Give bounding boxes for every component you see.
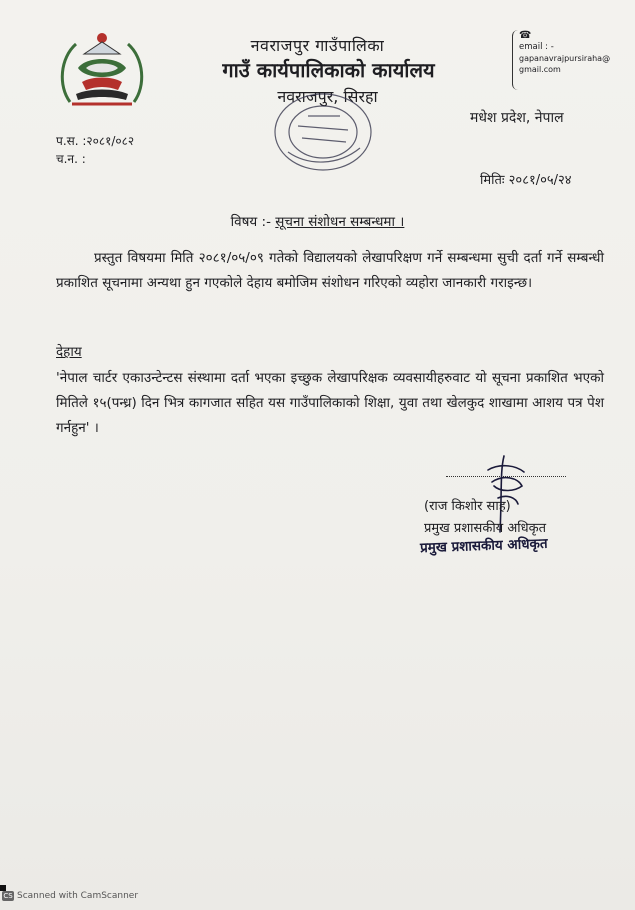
subject-text: सूचना संशोधन सम्बन्धमा ।: [275, 214, 405, 230]
office-name: नवराजपुर गाउँपालिका: [250, 36, 385, 55]
subject-line: [0, 212, 635, 230]
camscanner-logo-icon: CS: [3, 892, 13, 900]
office-stamp-icon: [268, 86, 378, 178]
office-title: गाउँ कार्यपालिकाको कार्यालय: [222, 58, 435, 82]
phone-icon: ☎: [519, 30, 532, 41]
email-address-line2: gmail.com: [519, 65, 561, 74]
email-label: email : -: [519, 42, 554, 52]
signatory-name: (राज किशोर साह): [424, 499, 511, 514]
letter-date: मितिः २०८१/०५/२४: [480, 173, 572, 188]
scanner-watermark: [2, 891, 138, 901]
body-paragraph-1: प्रस्तुत विषयमा मिति २०८१/०५/०९ गतेको विद्यालयको लेखापरिक्षण गर्ने सम्बन्धमा सुची दर्ता गर्ने सम्बन्धी प्रकाशित सूचनामा अन्यथा हुन गएकोले देहाय बमोजिम संशोधन गरिएको व्यहोरा जानकारी गराइन्छ।: [56, 250, 604, 291]
subject-prefix: विषय :-: [230, 214, 276, 230]
body-paragraph-2: 'नेपाल चार्टर एकाउन्टेन्टस संस्थामा दर्ता भएका इच्छुक लेखापरिक्षक व्यवसायीहरुवाट यो सूचना प्रकाशित भएको मितिले १५(पन्ध्र) दिन भित्र कागजात सहित यस गाउँपालिकाको शिक्षा, युवा तथा खेलकुद शाखामा आशय पत्र पेश गर्नहुन' ।: [56, 370, 604, 436]
reference-number: प.स. :२०८१/०८२: [56, 134, 135, 148]
office-address: नवराजपुर, सिरहा: [277, 87, 378, 106]
section-heading: देहाय: [56, 344, 82, 360]
contact-box: [512, 30, 619, 90]
signatory-designation: प्रमुख प्रशासकीय अधिकृत: [424, 521, 547, 536]
dispatch-number: च.न. :: [56, 152, 86, 166]
province: मधेश प्रदेश, नेपाल: [470, 110, 564, 126]
scanned-with-text: Scanned with CamScanner: [17, 891, 139, 901]
designation-stamp: प्रमुख प्रशासकीय अधिकृत: [419, 535, 548, 557]
email-address-line1: gapanavrajpursiraha@: [519, 54, 611, 63]
